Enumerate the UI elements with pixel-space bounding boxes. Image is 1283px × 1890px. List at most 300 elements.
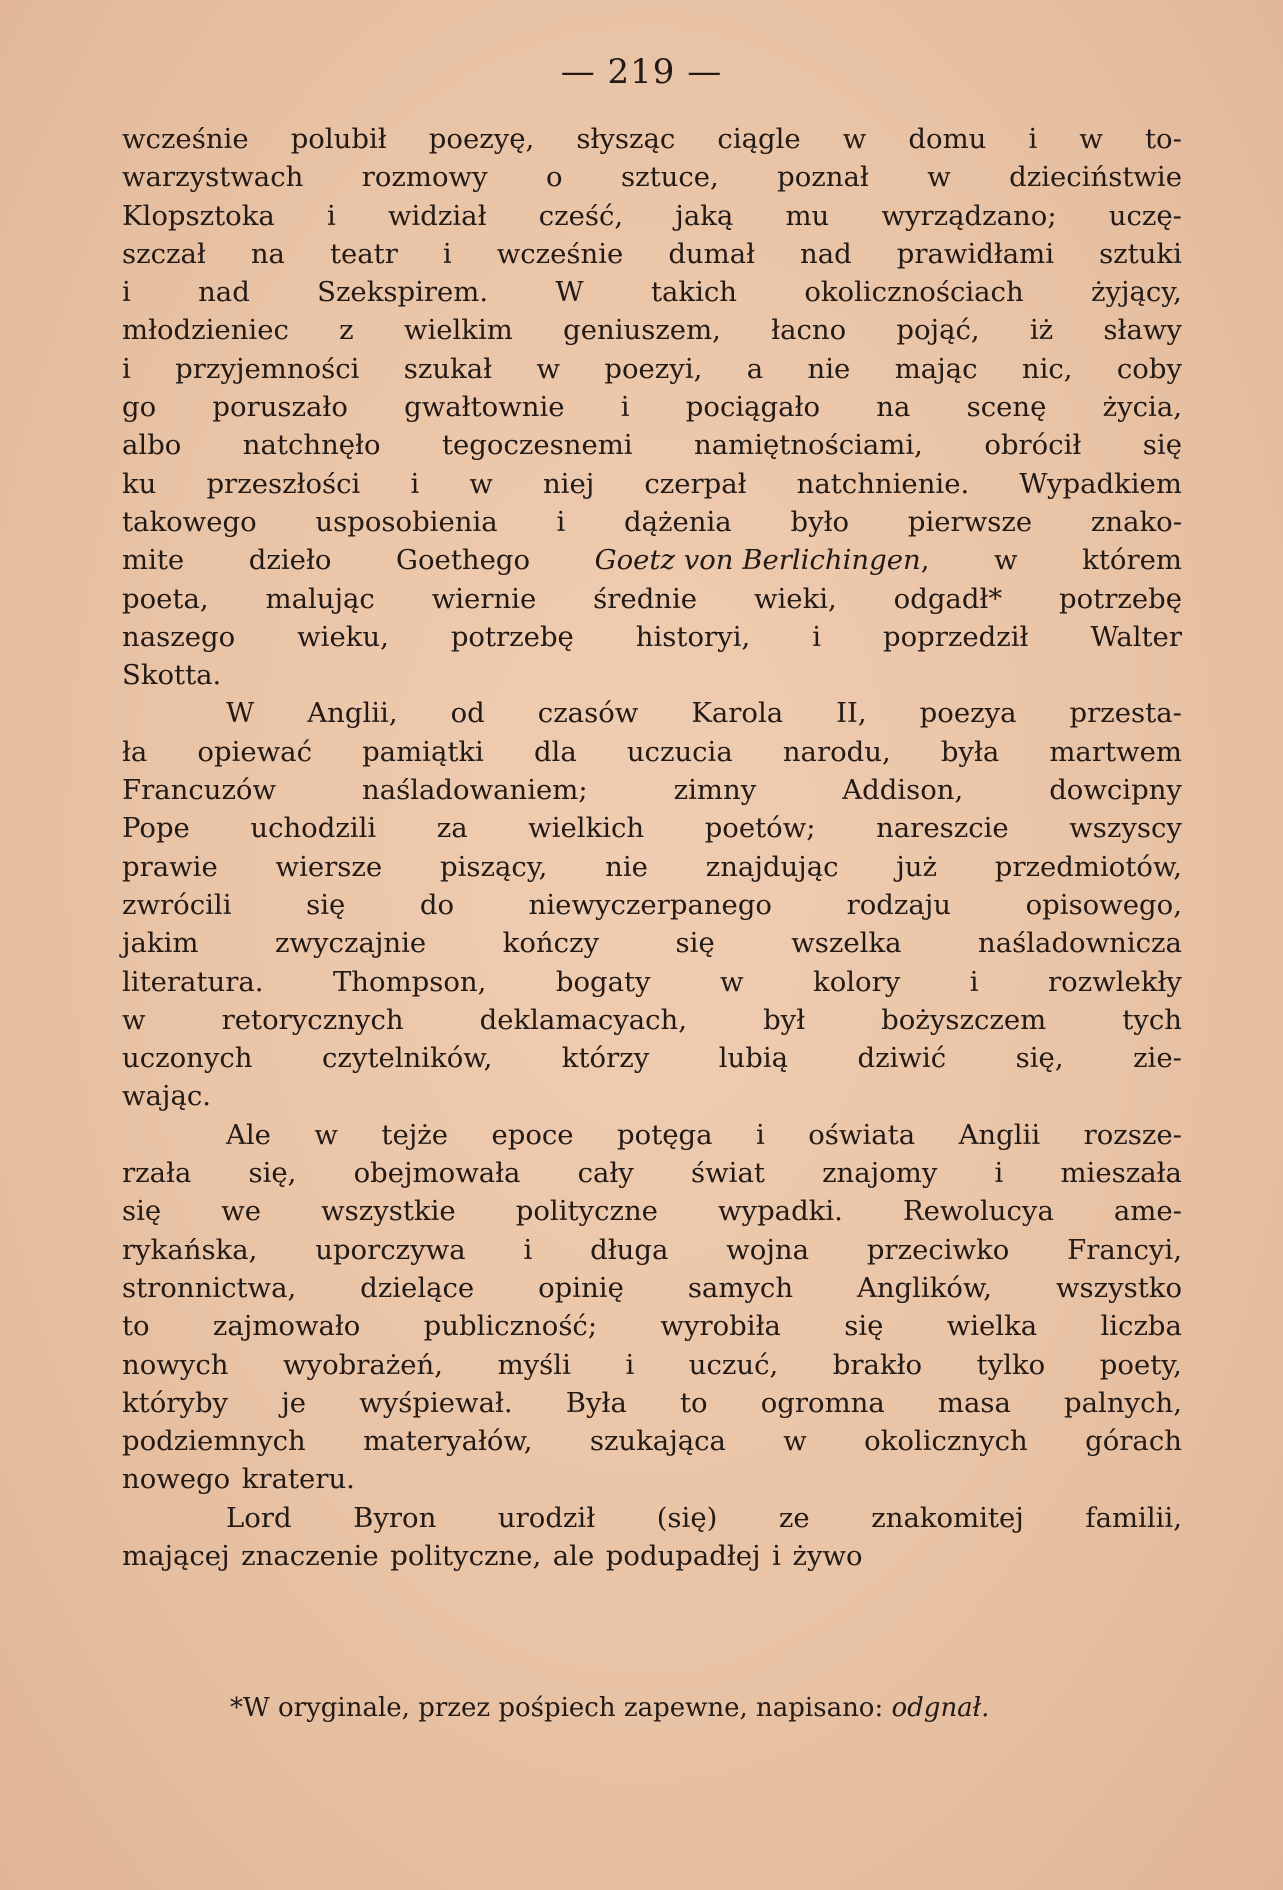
word: zwyczajnie	[274, 927, 427, 960]
word: tegoczesnemi	[441, 429, 633, 462]
word: wielkim	[403, 314, 513, 347]
word: i	[326, 199, 336, 232]
word: publiczność;	[423, 1310, 598, 1343]
word: sztuce,	[620, 161, 719, 194]
word: dzieciństwie	[1009, 161, 1182, 194]
word: się	[675, 927, 715, 960]
word: II,	[836, 697, 867, 730]
word: albo	[122, 429, 182, 462]
word: naszego	[122, 620, 236, 653]
word: poznał	[777, 161, 869, 194]
word: dzieło	[248, 544, 332, 577]
word: znakomitej	[871, 1501, 1024, 1534]
word: zajmowało	[212, 1310, 361, 1343]
word: opiewać	[197, 735, 312, 768]
word: jaką	[675, 199, 734, 232]
word: i	[122, 276, 131, 309]
word: przyjemności	[175, 352, 360, 385]
word: tych	[1122, 1003, 1182, 1036]
word: przeszłości	[206, 467, 361, 500]
word: ale	[552, 1539, 595, 1572]
word: wiernie	[431, 582, 537, 615]
word: w	[314, 1118, 338, 1151]
word: za	[436, 812, 468, 845]
text-line	[122, 541, 1182, 579]
word: dumał	[668, 237, 756, 270]
word: nie	[807, 352, 851, 385]
word: rodzaju	[846, 888, 952, 921]
word: Byron	[353, 1501, 437, 1534]
word: którem	[1082, 544, 1182, 577]
word: bożyszczem	[881, 1003, 1047, 1036]
text-line	[122, 1269, 1182, 1307]
word: myśli	[497, 1348, 571, 1381]
word: natchnienie.	[796, 467, 970, 500]
word: Thompson,	[332, 965, 487, 998]
word: domu	[908, 123, 987, 155]
word: i	[620, 391, 630, 424]
word: szukająca	[589, 1425, 726, 1458]
word: retorycznych	[221, 1003, 404, 1036]
text-line	[122, 235, 1182, 273]
word: w	[469, 467, 493, 500]
word: Wypadkiem	[1019, 467, 1182, 500]
word: prawidłami	[896, 237, 1055, 270]
word: ogromna	[760, 1386, 885, 1419]
word: historyi,	[635, 620, 751, 653]
word: zimny	[673, 774, 757, 807]
word: familii,	[1085, 1501, 1182, 1534]
word: wielka	[946, 1310, 1038, 1343]
word: dowcipny	[1049, 774, 1182, 807]
word: tylko	[976, 1348, 1046, 1381]
word: literatura.	[122, 965, 264, 998]
word: uchodzili	[250, 812, 377, 845]
word: nad	[198, 276, 250, 309]
word: Anglii,	[307, 697, 398, 730]
word: i	[122, 352, 131, 385]
word: ła	[122, 735, 148, 768]
word: Lord	[226, 1501, 292, 1534]
word: i	[812, 620, 822, 653]
word: się	[844, 1310, 884, 1343]
word: pamiątki	[362, 735, 484, 768]
word: od	[450, 697, 485, 730]
word: dzielące	[360, 1271, 475, 1304]
word: polubił	[290, 123, 387, 155]
word: jakim	[122, 927, 199, 960]
word: warzystwach	[122, 161, 304, 194]
word: znaczenie	[241, 1539, 379, 1572]
word: podziemnych	[122, 1425, 306, 1458]
word: odgadł*	[893, 582, 1003, 615]
word: lubią	[718, 1042, 789, 1075]
word: W	[555, 276, 584, 309]
word: długa	[590, 1233, 669, 1266]
word: poezyi,	[604, 352, 703, 385]
word: Szekspirem.	[317, 276, 489, 309]
word: była	[940, 735, 1000, 768]
word: poezyę,	[428, 123, 535, 155]
word: Pope	[122, 812, 190, 845]
word: wcześnie	[496, 237, 624, 270]
word: je	[281, 1386, 307, 1419]
text-line	[122, 580, 1182, 618]
text-line	[122, 1192, 1182, 1230]
word: niewyczerpanego	[528, 888, 772, 921]
word: w	[927, 161, 951, 194]
body-text	[122, 120, 1182, 1575]
text-line	[122, 809, 1182, 847]
word: wając.	[122, 1080, 211, 1113]
text-line	[122, 1231, 1182, 1269]
word: deklamacyach,	[479, 1003, 688, 1036]
word: opisowego,	[1025, 888, 1182, 921]
text-line	[122, 1116, 1182, 1154]
word: znajomy	[822, 1157, 938, 1190]
word: naśladownicza	[978, 927, 1182, 960]
word: obejmowała	[353, 1157, 521, 1190]
word: nic,	[1021, 352, 1073, 385]
text-line	[122, 733, 1182, 771]
word: mieszała	[1060, 1157, 1182, 1190]
word: wojna	[726, 1233, 809, 1266]
word: malując	[265, 582, 375, 615]
text-line	[122, 771, 1182, 809]
text-line	[122, 273, 1182, 311]
footnote: *W oryginale, przez pośpiech zapewne, napisano: odgnał.	[230, 1693, 990, 1723]
word: krateru.	[241, 1463, 355, 1496]
word: widział	[387, 199, 487, 232]
word: był	[763, 1003, 806, 1036]
text-line	[122, 1460, 1182, 1498]
word: o	[546, 161, 563, 194]
word: z	[339, 314, 354, 347]
word: gwałtownie	[404, 391, 565, 424]
word: wyobrażeń,	[283, 1348, 444, 1381]
word: coby	[1116, 352, 1182, 385]
word: nareszcie	[876, 812, 1009, 845]
word: świat	[691, 1157, 765, 1190]
word: teatr	[329, 237, 398, 270]
word: łacno	[771, 314, 847, 347]
word: nie	[605, 850, 648, 883]
word: poetów;	[704, 812, 816, 845]
word: i	[625, 1348, 635, 1381]
word: go	[122, 391, 157, 424]
word: do	[419, 888, 455, 921]
word: zie-	[1133, 1042, 1182, 1075]
word: pociągało	[685, 391, 821, 424]
word: wieku,	[297, 620, 389, 653]
word: młodzieniec	[122, 314, 289, 347]
word: górach	[1085, 1425, 1182, 1458]
word: Francuzów	[122, 774, 277, 807]
word: materyałów,	[363, 1425, 533, 1458]
word: ciągle	[717, 123, 801, 155]
word: sławy	[1103, 314, 1182, 347]
word: opinię	[538, 1271, 624, 1304]
word: dla	[533, 735, 577, 768]
word: w	[783, 1425, 807, 1458]
word: przedmiotów,	[994, 850, 1182, 883]
word: nad	[800, 237, 852, 270]
word: wiersze	[275, 850, 383, 883]
word: i	[994, 1157, 1004, 1190]
text-line	[122, 963, 1182, 1001]
text-line	[122, 465, 1182, 503]
text-line	[122, 311, 1182, 349]
word: pojąć,	[896, 314, 980, 347]
word: liczba	[1100, 1310, 1182, 1343]
word: rozwlekły	[1048, 965, 1182, 998]
text-line	[122, 694, 1182, 732]
text-line	[122, 1077, 1182, 1115]
word: poezya	[919, 697, 1017, 730]
text-line	[122, 1001, 1182, 1039]
word: się	[122, 1195, 162, 1228]
word: pierwsze	[907, 505, 1033, 538]
text-line	[122, 1499, 1182, 1537]
word: naśladowaniem;	[362, 774, 588, 807]
word: Skotta.	[122, 659, 222, 692]
word: polityczne	[515, 1195, 658, 1228]
word: średnie	[593, 582, 698, 615]
word: mając	[894, 352, 978, 385]
word: obrócił	[984, 429, 1082, 462]
word: Anglii	[958, 1118, 1041, 1151]
word: takowego	[122, 505, 257, 538]
word: a	[746, 352, 764, 385]
word: uczuć,	[688, 1348, 779, 1381]
word: już	[896, 850, 938, 883]
page-number: — 219 —	[560, 52, 723, 92]
word: prawie	[122, 850, 218, 883]
word: czasów	[537, 697, 639, 730]
word: w	[994, 544, 1018, 577]
word: poprzedził	[882, 620, 1029, 653]
word: i	[756, 1118, 765, 1151]
text-line	[122, 618, 1182, 656]
word: czerpał	[644, 467, 747, 500]
word: geniuszem,	[563, 314, 721, 347]
text-line	[122, 350, 1182, 388]
word: cześć,	[538, 199, 624, 232]
word: namiętnościami,	[694, 429, 923, 462]
word: uporczywa	[315, 1233, 466, 1266]
word: (się)	[656, 1501, 718, 1534]
word: zwrócili	[122, 888, 232, 921]
word: życia,	[1102, 391, 1182, 424]
text-line	[122, 886, 1182, 924]
word: ze	[778, 1501, 810, 1534]
text-line	[122, 388, 1182, 426]
text-line	[122, 1039, 1182, 1077]
word: wyrobiła	[660, 1310, 781, 1343]
word: okolicznych	[864, 1425, 1028, 1458]
word: w	[720, 965, 744, 998]
word: rzała	[122, 1157, 192, 1190]
word: i	[556, 505, 566, 538]
word: to-	[1145, 123, 1182, 155]
word: cały	[577, 1157, 634, 1190]
word: kończy	[502, 927, 600, 960]
word: stronnictwa,	[122, 1271, 297, 1304]
word: Anglików,	[856, 1271, 992, 1304]
word: znako-	[1090, 505, 1182, 538]
word: i	[410, 467, 420, 500]
word: Rewolucya	[902, 1195, 1054, 1228]
word: mite	[122, 544, 185, 577]
word: w	[1079, 123, 1103, 155]
text-line	[122, 426, 1182, 464]
word: się,	[1015, 1042, 1064, 1075]
word: potrzebę	[450, 620, 574, 653]
word: sztuki	[1099, 237, 1182, 270]
word: to	[122, 1310, 150, 1343]
word: żyjący,	[1090, 276, 1182, 309]
word: wyrządzano;	[881, 199, 1057, 232]
word: scenę	[966, 391, 1047, 424]
word: wielkich	[528, 812, 645, 845]
text-line	[122, 158, 1182, 196]
word: kolory	[813, 965, 901, 998]
word: któryby	[122, 1386, 229, 1419]
text-line	[122, 656, 1182, 694]
word: potęga	[617, 1118, 713, 1151]
word: przesta-	[1069, 697, 1182, 730]
word: wcześnie	[122, 123, 249, 155]
word: nowych	[122, 1348, 229, 1381]
text-line	[122, 848, 1182, 886]
word: urodził	[497, 1501, 596, 1534]
word: Francyi,	[1067, 1233, 1182, 1266]
word: się	[1142, 429, 1182, 462]
word: rykańska,	[122, 1233, 258, 1266]
word: podupadłej	[605, 1539, 761, 1572]
word: polityczne,	[390, 1539, 542, 1572]
word: Goethego	[396, 544, 531, 577]
word: brakło	[832, 1348, 923, 1381]
word: wypadki.	[718, 1195, 843, 1228]
word: piszący,	[439, 850, 548, 883]
word: bogaty	[555, 965, 651, 998]
word: nowego	[122, 1463, 231, 1496]
text-line	[122, 1154, 1182, 1192]
word: i	[1028, 123, 1038, 155]
word: uczucia	[626, 735, 733, 768]
text-line	[122, 1384, 1182, 1422]
word: potrzebę	[1059, 582, 1182, 615]
word: dążenia	[624, 505, 732, 538]
word: niej	[542, 467, 595, 500]
word: martwem	[1049, 735, 1182, 768]
word: poety,	[1099, 1348, 1182, 1381]
word: ame-	[1113, 1195, 1182, 1228]
word: w	[122, 1003, 146, 1036]
word: uczę-	[1108, 199, 1182, 232]
word: to	[679, 1386, 708, 1419]
word: poruszało	[212, 391, 348, 424]
word: na	[250, 237, 285, 270]
word: żywo	[792, 1539, 863, 1572]
word: w	[842, 123, 867, 155]
text-line	[122, 120, 1182, 158]
word: uczonych	[122, 1042, 253, 1075]
word: było	[790, 505, 850, 538]
text-line	[122, 503, 1182, 541]
word: Addison,	[842, 774, 964, 807]
word: wszystkie	[321, 1195, 456, 1228]
word: masa	[937, 1386, 1011, 1419]
word: tejże	[381, 1118, 449, 1151]
word: dziwić	[857, 1042, 947, 1075]
text-line	[122, 197, 1182, 235]
word: wieki,	[753, 582, 837, 615]
word: rozsze-	[1083, 1118, 1182, 1151]
word: wszyscy	[1069, 812, 1182, 845]
word: Karola	[691, 697, 784, 730]
word: się	[306, 888, 346, 921]
word: natchnęło	[242, 429, 381, 462]
word: mającej	[122, 1539, 230, 1572]
word: na	[876, 391, 911, 424]
word: się,	[248, 1157, 297, 1190]
word: czytelników,	[322, 1042, 493, 1075]
word: usposobienia	[315, 505, 498, 538]
word: szczał	[122, 237, 206, 270]
text-line	[122, 924, 1182, 962]
text-line	[122, 1422, 1182, 1460]
word: i	[969, 965, 979, 998]
word: Walter	[1090, 620, 1182, 653]
word: wszelka	[791, 927, 902, 960]
word: przeciwko	[866, 1233, 1010, 1266]
word: wyśpiewał.	[359, 1386, 513, 1419]
word: W	[226, 697, 255, 730]
text-line	[122, 1307, 1182, 1345]
word: okolicznościach	[804, 276, 1024, 309]
word: Była	[565, 1386, 627, 1419]
text-line	[122, 1537, 1182, 1575]
word: słysząc	[576, 123, 676, 155]
text-line	[122, 1346, 1182, 1384]
word: w	[536, 352, 560, 385]
word: oświata	[808, 1118, 916, 1151]
word: i	[523, 1233, 533, 1266]
word: którzy	[561, 1042, 650, 1075]
word: palnych,	[1064, 1386, 1182, 1419]
word: poeta,	[122, 582, 209, 615]
word: narodu,	[782, 735, 891, 768]
word: znajdując	[705, 850, 839, 883]
word: takich	[650, 276, 738, 309]
word: we	[221, 1195, 262, 1228]
word: iż	[1029, 314, 1054, 347]
word: mu	[785, 199, 830, 232]
word: Klopsztoka	[122, 199, 275, 232]
word: wszystko	[1055, 1271, 1182, 1304]
word: i	[772, 1539, 781, 1572]
word: i	[442, 237, 452, 270]
word: szukał	[403, 352, 493, 385]
word: ku	[122, 467, 157, 500]
word: Goetz von Berlichingen,	[594, 544, 930, 577]
word: rozmowy	[361, 161, 488, 194]
word: epoce	[491, 1118, 574, 1151]
word: Ale	[226, 1118, 271, 1151]
word: samych	[687, 1271, 794, 1304]
